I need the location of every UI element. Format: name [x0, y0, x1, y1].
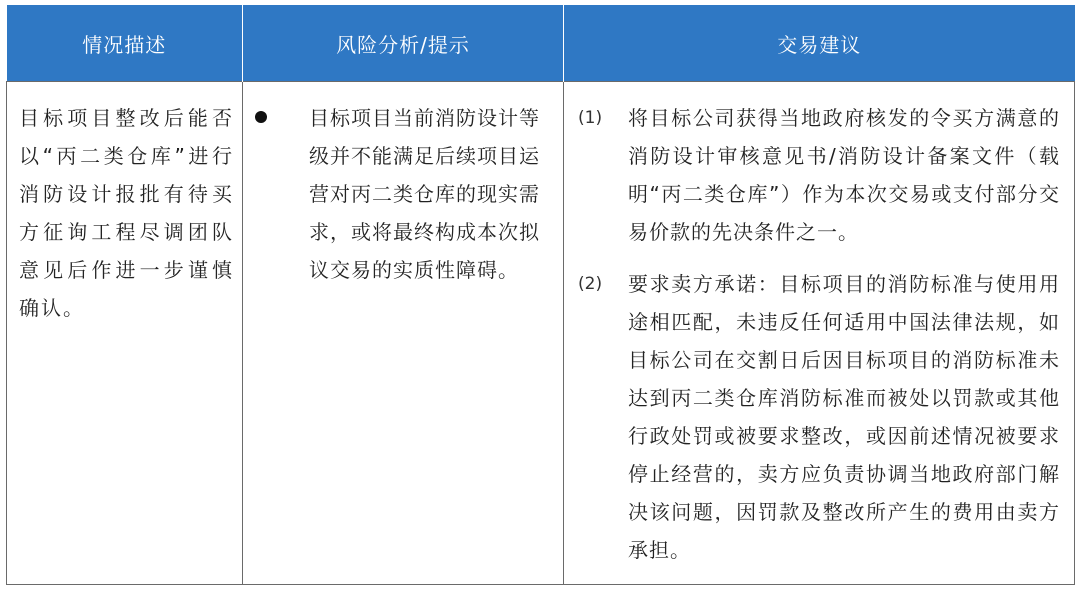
advice-cell: [564, 82, 1075, 585]
advice-text-2: 要求卖方承诺：目标项目的消防标准与使用用途相匹配，未违反任何适用中国法律法规，如目标公司在交割日后因目标项目的消防标准未达到丙二类仓库消防标准而被处以罚款或其他行政处罚或被要求整改，或因前述情况被要求停止经营的，卖方应负责协调当地政府部门解决该问题，因罚款及整改所产生的费用由卖方承担。: [628, 272, 1060, 562]
risk-advice-table: [6, 5, 1075, 585]
header-risk: 风险分析/提示: [243, 5, 564, 82]
advice-item-1: [578, 99, 1060, 251]
bullet-dot-icon: [255, 111, 267, 123]
advice-list: [564, 82, 1074, 569]
table-row: [7, 82, 1075, 585]
advice-number-1: (1): [578, 108, 603, 128]
risk-bullet-item: [243, 82, 563, 289]
risk-cell: [243, 82, 564, 585]
table-header-row: [7, 5, 1075, 82]
risk-bullet-text: 目标项目当前消防设计等级并不能满足后续项目运营对丙二类仓库的现实需求，或将最终构成本次拟议交易的实质性障碍。: [309, 106, 540, 282]
situation-cell: [7, 82, 243, 585]
advice-text-1: 将目标公司获得当地政府核发的令买方满意的消防设计审核意见书/消防设计备案文件（载明“丙二类仓库”）作为本次交易或支付部分交易价款的先决条件之一。: [628, 106, 1060, 244]
situation-text: 目标项目整改后能否以“丙二类仓库”进行消防设计报批有待买方征询工程尽调团队意见后作进一步谨慎确认。: [19, 106, 234, 320]
advice-number-2: (2): [578, 274, 603, 294]
header-advice: 交易建议: [564, 5, 1075, 82]
advice-item-2: [578, 265, 1060, 569]
header-situation: 情况描述: [7, 5, 243, 82]
